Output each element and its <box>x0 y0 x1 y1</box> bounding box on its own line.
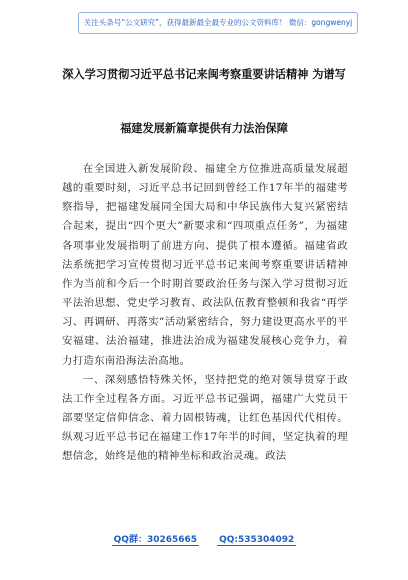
document-title-line-1: 深入学习贯彻习近平总书记来闽考察重要讲话精神 为谱写 <box>62 68 346 81</box>
qq-group-number: QQ群：30265665 <box>112 532 199 546</box>
paragraph-section-one: 一、深刻感悟特殊关怀，坚持把党的绝对领导贯穿于政法工作全过程各方面。习近平总书记强调，福建广大党员干部要坚定信仰信念、着力固根铸魂，让红色基因代代相传。纵观习近平总书记在福建工作17年半的时间，坚定执着的理想信念，始终是他的精神坐标和政治灵魂。政法 <box>62 373 348 463</box>
qq-number: QQ:535304092 <box>219 535 295 545</box>
document-title-line-2: 福建发展新篇章提供有力法治保障 <box>120 122 288 135</box>
paragraph-intro: 在全国进入新发展阶段、福建全方位推进高质量发展超越的重要时刻，习近平总书记回到曾经工作17年半的福建考察指导，把福建发展同全国大局和中华民族伟大复兴紧密结合起来，提出“四个更大”新要求和“四项重点任务”，为福建各项事业发展指明了前进方向、提供了根本遵循。福建省政法系统把学习宣传贯彻习近平总书记来闽考察重要讲话精神作为当前和今后一个时期首要政治任务与深入学习贯彻习近平法治思想、党史学习教育、政法队伍教育整顿和我省“再学习、再调研、再落实”活动紧密结合，努力建设更高水平的平安福建、法治福建，推进法治成为福建发展核心竞争力，着力打造东南沿海法治高地。 <box>62 163 348 367</box>
document-body <box>62 160 348 467</box>
contact-footer <box>0 532 408 546</box>
promo-banner: 关注头条号“公文研究”，获得最新最全最专业的公文资料库！ 微信：gongwenyj <box>78 12 358 34</box>
